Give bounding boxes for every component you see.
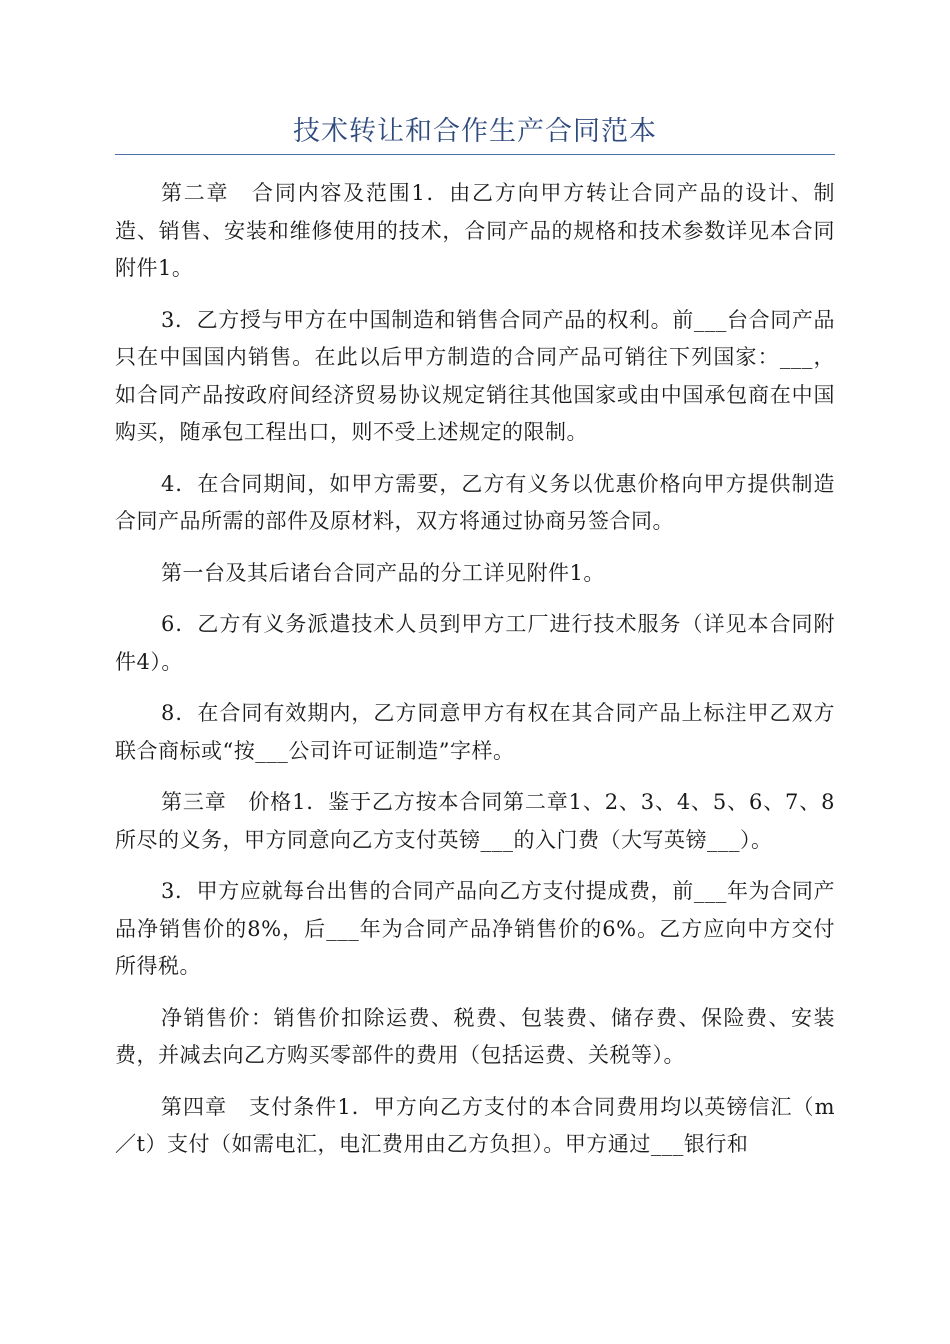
title-underline — [115, 154, 835, 155]
paragraph-chapter-3-price: 第三章 价格1．鉴于乙方按本合同第二章1、2、3、4、5、6、7、8所尽的义务，甲方同意向乙方支付英镑___的入门费（大写英镑___）。 — [115, 790, 835, 852]
paragraph-clause-8-trademark: 8．在合同有效期内，乙方同意甲方有权在其合同产品上标注甲乙双方联合商标或“按___公司许可证制造”字样。 — [115, 701, 835, 763]
paragraph-clause-6-technical-service: 6．乙方有义务派遣技术人员到甲方工厂进行技术服务（详见本合同附件4）。 — [115, 612, 835, 674]
paragraph-clause-4-parts: 4．在合同期间，如甲方需要，乙方有义务以优惠价格向甲方提供制造合同产品所需的部件及原材料，双方将通过协商另签合同。 — [115, 471, 835, 533]
paragraph-division-of-work: 第一台及其后诸台合同产品的分工详见附件1。 — [161, 560, 605, 585]
document-body — [115, 175, 835, 1178]
paragraph-clause-3-rights: 3．乙方授与甲方在中国制造和销售合同产品的权利。前___台合同产品只在中国国内销售。在此以后甲方制造的合同产品可销往下列国家：___，如合同产品按政府间经济贸易协议规定销往其他国家或由中国承包商在中国购买，随承包工程出口，则不受上述规定的限制。 — [115, 307, 835, 444]
document-title: 技术转让和合作生产合同范本 — [293, 116, 657, 147]
paragraph-chapter-2-scope: 第二章 合同内容及范围1．由乙方向甲方转让合同产品的设计、制造、销售、安装和维修使用的技术，合同产品的规格和技术参数详见本合同附件1。 — [115, 181, 835, 280]
paragraph-chapter-4-payment: 第四章 支付条件1．甲方向乙方支付的本合同费用均以英镑信汇（m／t）支付（如需电汇，电汇费用由乙方负担）。甲方通过___银行和 — [115, 1094, 835, 1156]
paragraph-net-sales-price: 净销售价：销售价扣除运费、税费、包装费、储存费、保险费、安装费，并减去向乙方购买零部件的费用（包括运费、关税等）。 — [115, 1005, 835, 1067]
paragraph-royalty: 3．甲方应就每台出售的合同产品向乙方支付提成费，前___年为合同产品净销售价的8%，后___年为合同产品净销售价的6%。乙方应向中方交付所得税。 — [115, 879, 835, 978]
